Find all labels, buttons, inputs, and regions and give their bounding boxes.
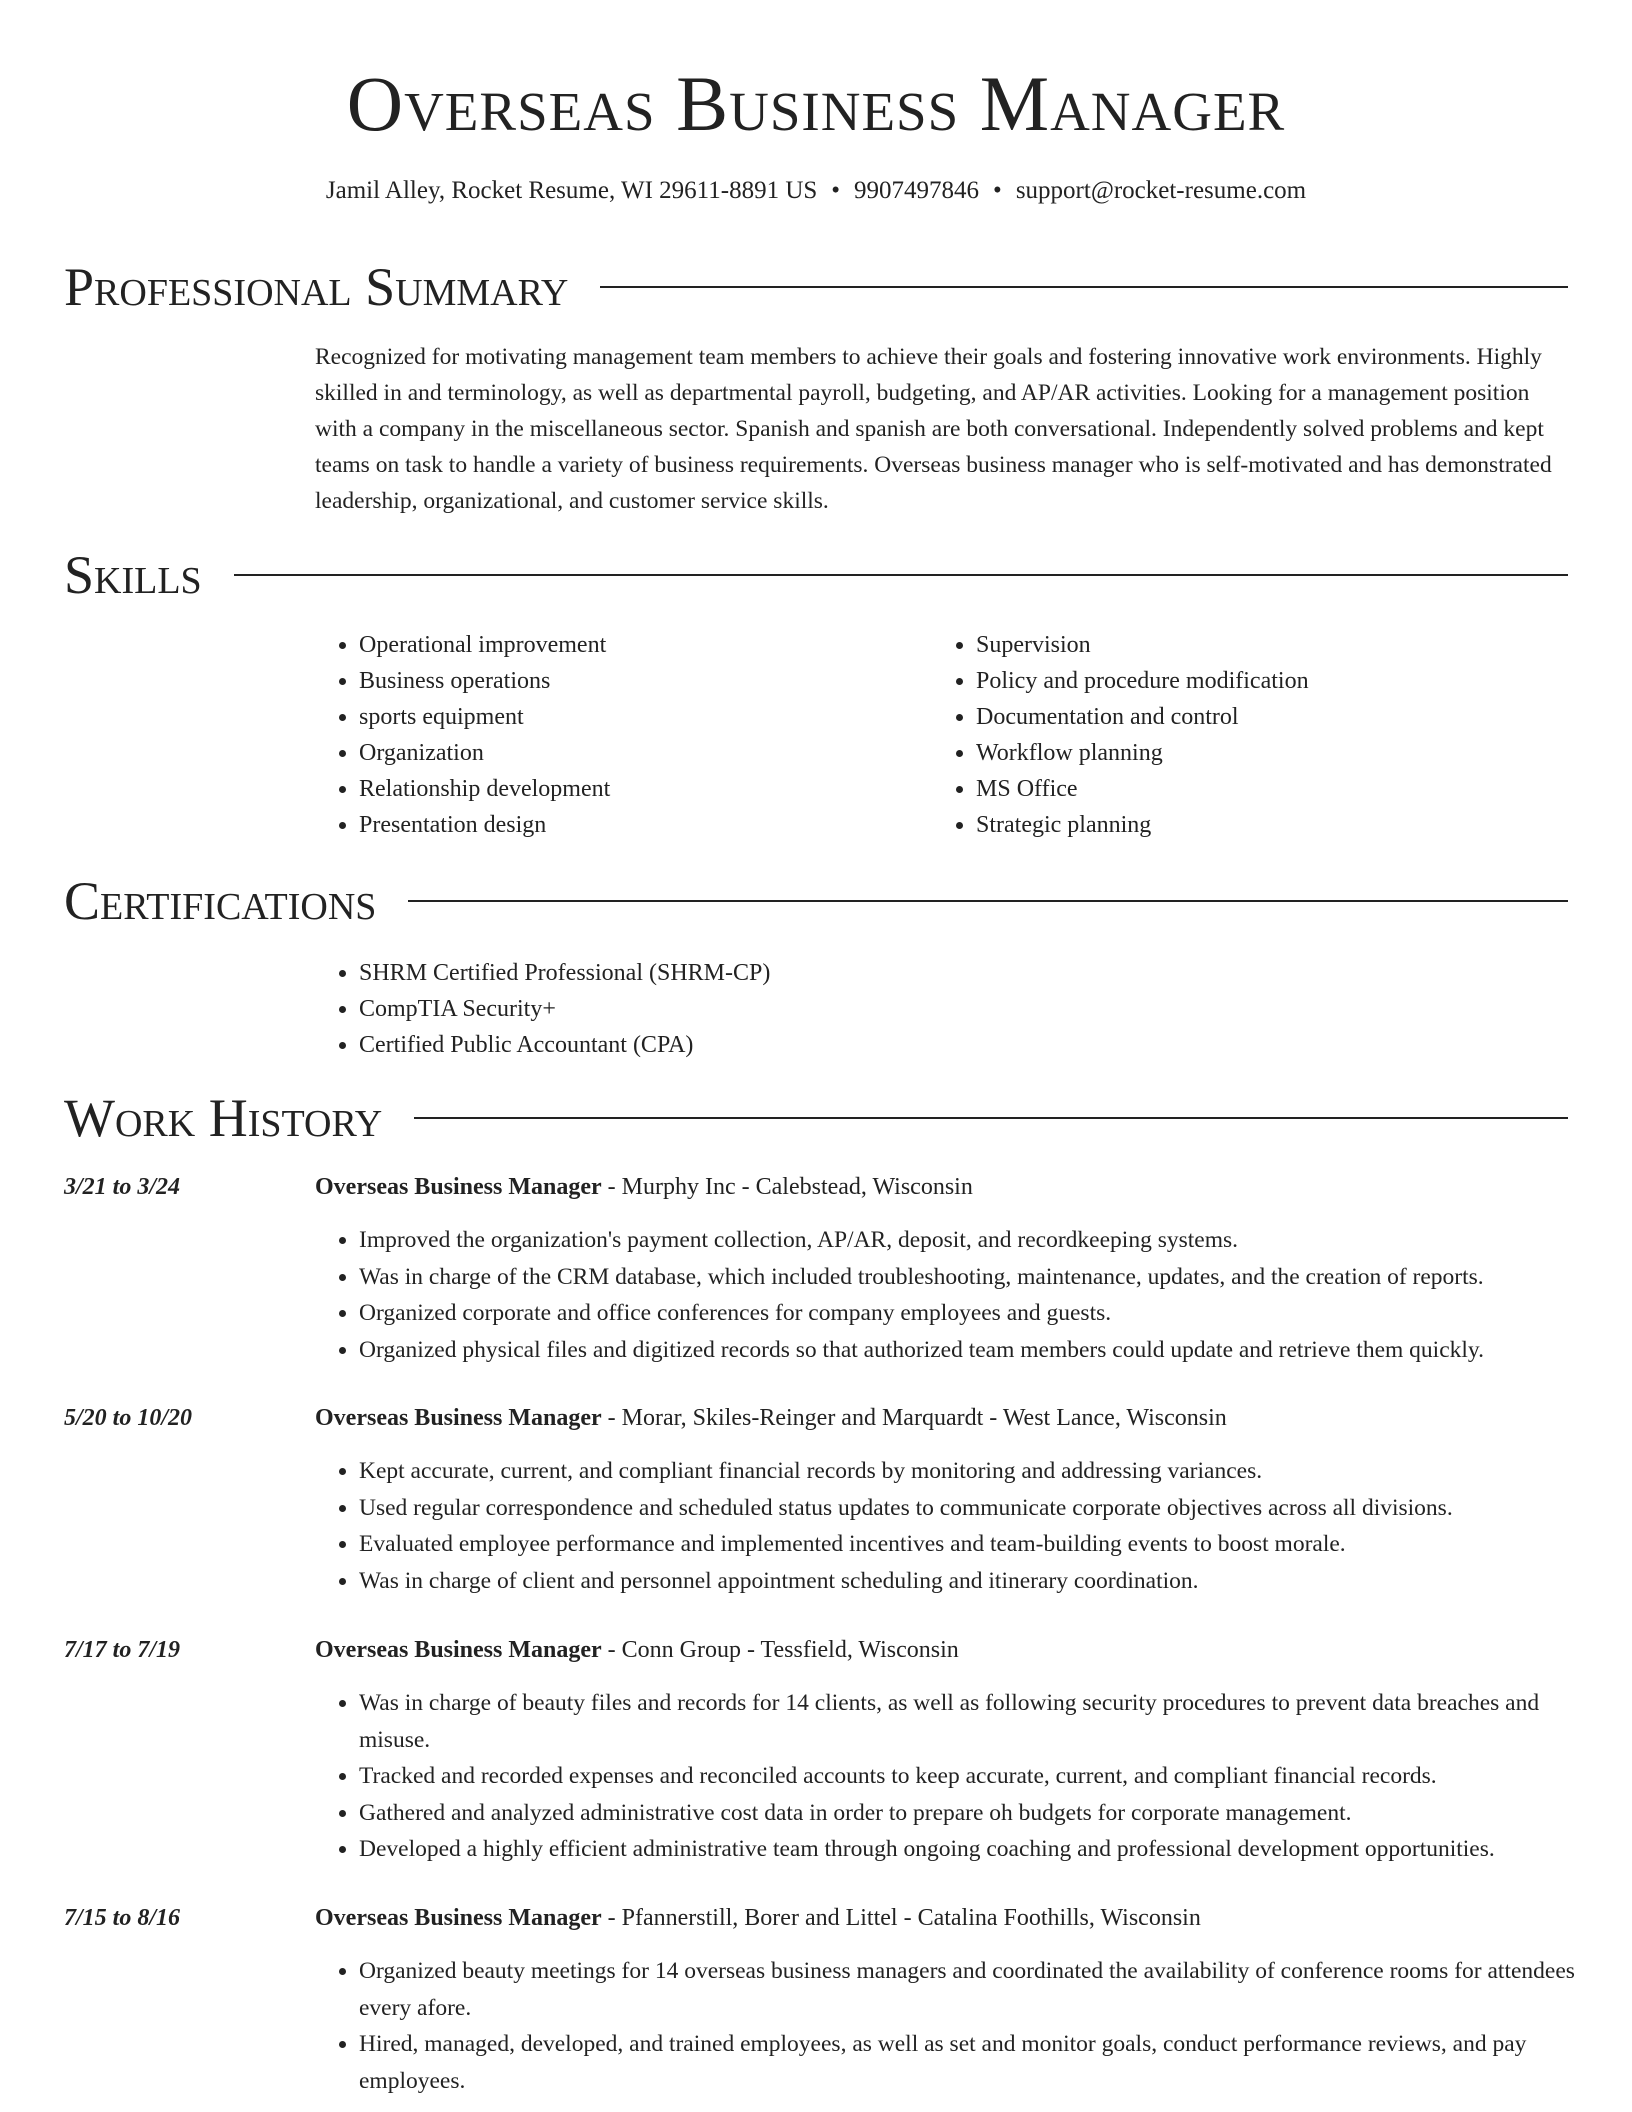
skill-item: • Strategic planning xyxy=(976,807,1572,843)
skill-item: • Organization xyxy=(359,735,915,771)
contact-line xyxy=(0,176,1632,206)
summary-section-header xyxy=(64,257,1568,317)
duty-item: • Was in charge of the CRM database, which included troubleshooting, maintenance, updates, and the creation of reports. xyxy=(359,1259,1575,1296)
job-title: Overseas Business Manager xyxy=(315,1905,602,1931)
job-title: Overseas Business Manager xyxy=(315,1405,602,1431)
section-divider xyxy=(234,574,1568,576)
contact-email: support@rocket-resume.com xyxy=(1015,177,1307,204)
skill-item: • Business operations xyxy=(359,663,915,699)
job-heading xyxy=(315,1169,1575,1205)
job-title: Overseas Business Manager xyxy=(315,1637,602,1663)
duty-item: • Kept accurate, current, and compliant financial records by monitoring and addressing variances. xyxy=(359,1453,1575,1490)
duty-item: • Gathered and analyzed administrative cost data in order to prepare oh budgets for corporate management. xyxy=(359,1795,1575,1832)
certification-item: • SHRM Certified Professional (SHRM-CP) xyxy=(359,955,1315,991)
job-employer-location: - Murphy Inc - Calebstead, Wisconsin xyxy=(601,1174,973,1200)
job-dates: 7/17 to 7/19 xyxy=(64,1637,181,1663)
duty-item: • Was in charge of client and personnel appointment scheduling and itinerary coordination. xyxy=(359,1563,1575,1600)
duty-item: • Evaluated employee performance and implemented incentives and team-building events to boost morale. xyxy=(359,1526,1575,1563)
job-duties xyxy=(315,1222,1575,1368)
duty-item: • Developed a highly efficient administrative team through ongoing coaching and professional development opportunities. xyxy=(359,1831,1575,1868)
certifications-title: Certifications xyxy=(64,871,377,931)
section-divider xyxy=(408,900,1568,902)
skill-item: • Supervision xyxy=(976,627,1572,663)
duty-item: • Organized beauty meetings for 14 overseas business managers and coordinated the availability of conference rooms for attendees every afore. xyxy=(359,1953,1575,2026)
contact-address: Jamil Alley, Rocket Resume, WI 29611-8891 US xyxy=(325,177,818,204)
duty-item: • Organized corporate and office conferences for company employees and guests. xyxy=(359,1295,1575,1332)
skill-item: • Operational improvement xyxy=(359,627,915,663)
duty-item: • Hired, managed, developed, and trained employees, as well as set and monitor goals, conduct performance reviews, and pay employees. xyxy=(359,2026,1575,2099)
certifications-list xyxy=(315,955,1315,1063)
skill-item: • Documentation and control xyxy=(976,699,1572,735)
skills-title: Skills xyxy=(64,545,202,605)
skills-section-header xyxy=(64,545,1568,605)
skill-item: • sports equipment xyxy=(359,699,915,735)
resume-name: Overseas Business Manager xyxy=(346,60,1286,147)
skills-right-column xyxy=(932,627,1572,843)
job-dates: 7/15 to 8/16 xyxy=(64,1905,181,1931)
skill-item: • MS Office xyxy=(976,771,1572,807)
duty-item: • Improved the organization's payment collection, AP/AR, deposit, and recordkeeping systems. xyxy=(359,1222,1575,1259)
certification-item: • Certified Public Accountant (CPA) xyxy=(359,1027,1315,1063)
skill-item: • Relationship development xyxy=(359,771,915,807)
job-dates: 5/20 to 10/20 xyxy=(64,1405,193,1431)
job-employer-location: - Conn Group - Tessfield, Wisconsin xyxy=(601,1637,959,1663)
job-duties xyxy=(315,1453,1575,1599)
duty-item: • Was in charge of beauty files and records for 14 clients, as well as following security procedures to prevent data breaches and misuse. xyxy=(359,1685,1575,1758)
skill-item: • Policy and procedure modification xyxy=(976,663,1572,699)
skill-item: • Presentation design xyxy=(359,807,915,843)
job-heading xyxy=(315,1400,1575,1436)
duty-item: • Tracked and recorded expenses and reconciled accounts to keep accurate, current, and compliant financial records. xyxy=(359,1758,1575,1795)
work-history-section-header xyxy=(64,1088,1568,1148)
certification-item: • CompTIA Security+ xyxy=(359,991,1315,1027)
job-duties xyxy=(315,1953,1575,2099)
skill-item: • Workflow planning xyxy=(976,735,1572,771)
section-divider xyxy=(600,286,1568,288)
job-employer-location: - Morar, Skiles-Reinger and Marquardt - West Lance, Wisconsin xyxy=(601,1405,1227,1431)
certifications-section-header xyxy=(64,871,1568,931)
job-employer-location: - Pfannerstill, Borer and Littel - Catalina Foothills, Wisconsin xyxy=(601,1905,1201,1931)
contact-phone: 9907497846 xyxy=(854,177,980,204)
section-divider xyxy=(414,1117,1568,1119)
skills-left-column xyxy=(315,627,915,843)
job-heading xyxy=(315,1900,1575,1936)
summary-text: Recognized for motivating management team members to achieve their goals and fostering innovative work environments. Highly skilled in and terminology, as well as departmental payroll, budgeting, and AP/AR activities. Looking for a management position with a company in the miscellaneous sector. Spanish and spanish are both conversational. Independently solved problems and kept teams on task to handle a variety of business requirements. Overseas business manager who is self-motivated and has demonstrated leadership, organizational, and customer service skills. xyxy=(315,344,1552,514)
summary-title: Professional Summary xyxy=(64,257,569,317)
job-dates: 3/21 to 3/24 xyxy=(64,1174,181,1200)
duty-item: • Used regular correspondence and scheduled status updates to communicate corporate objectives across all divisions. xyxy=(359,1490,1575,1527)
contact-separator: • xyxy=(831,177,841,204)
job-title: Overseas Business Manager xyxy=(315,1174,602,1200)
job-heading xyxy=(315,1632,1575,1668)
contact-separator: • xyxy=(993,177,1002,204)
duty-item: • Organized physical files and digitized records so that authorized team members could update and retrieve them quickly. xyxy=(359,1332,1575,1369)
work-history-title: Work History xyxy=(64,1088,383,1148)
job-duties xyxy=(315,1685,1575,1868)
